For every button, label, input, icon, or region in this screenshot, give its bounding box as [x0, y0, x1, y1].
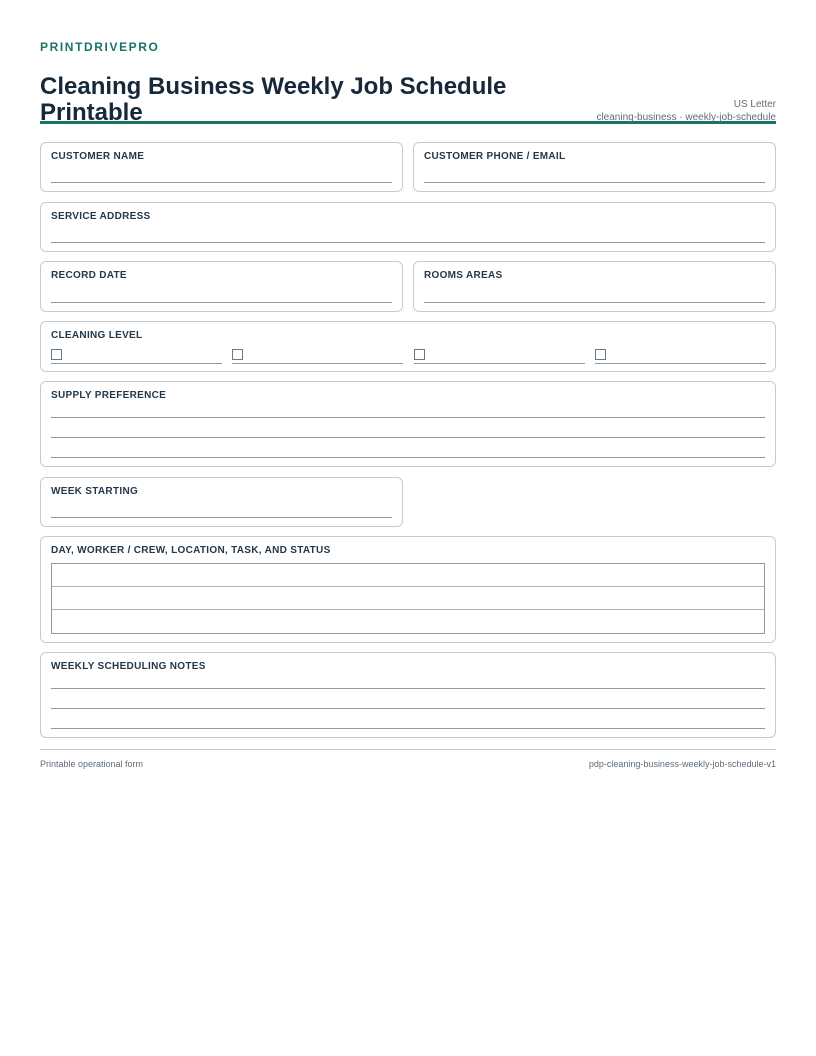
form-header [40, 54, 776, 124]
supply-preference-line-2[interactable] [51, 437, 765, 438]
week-starting-label: WEEK STARTING [51, 486, 139, 497]
footer-divider [40, 749, 776, 750]
rooms-areas-field[interactable] [413, 261, 776, 312]
weekly-notes-line-2[interactable] [51, 708, 765, 709]
footer-form-id: pdp-cleaning-business-weekly-job-schedule-v1 [588, 759, 776, 769]
cleaning-level-option-3[interactable] [414, 348, 585, 364]
checkbox-1[interactable] [51, 349, 62, 360]
service-address-field[interactable] [40, 202, 776, 252]
customer-contact-write-line[interactable] [424, 182, 765, 183]
table-row[interactable] [52, 564, 764, 587]
supply-preference-field[interactable] [40, 381, 776, 467]
schedule-table [51, 563, 765, 634]
weekly-notes-line-1[interactable] [51, 688, 765, 689]
table-row[interactable] [52, 587, 764, 610]
cleaning-level-option-1[interactable] [51, 348, 222, 364]
week-starting-field[interactable] [40, 477, 403, 527]
record-date-write-line[interactable] [51, 302, 392, 303]
page-title: Cleaning Business Weekly Job Schedule Printable [40, 73, 507, 126]
paper-size: US Letter [733, 99, 776, 110]
supply-preference-label: SUPPLY PREFERENCE [51, 390, 167, 401]
cleaning-level-label: CLEANING LEVEL [51, 330, 143, 341]
weekly-notes-field[interactable] [40, 652, 776, 738]
weekly-notes-line-3[interactable] [51, 728, 765, 729]
supply-preference-line-3[interactable] [51, 457, 765, 458]
table-row[interactable] [52, 610, 764, 633]
schedule-table-label: DAY, WORKER / CREW, LOCATION, TASK, AND STATUS [51, 545, 331, 556]
checkbox-2[interactable] [232, 349, 243, 360]
customer-name-field[interactable] [40, 142, 403, 192]
service-address-write-line[interactable] [51, 242, 765, 243]
customer-contact-field[interactable] [413, 142, 776, 192]
checkbox-3[interactable] [414, 349, 425, 360]
printable-form [40, 40, 776, 769]
brand-name: PRINTDRIVEPRO [40, 40, 160, 54]
weekly-notes-label: WEEKLY SCHEDULING NOTES [51, 661, 206, 672]
form-slug: cleaning-business · weekly-job-schedule [596, 112, 776, 123]
cleaning-level-option-2[interactable] [232, 348, 403, 364]
schedule-table-section [40, 536, 776, 643]
record-date-label: RECORD DATE [51, 270, 127, 281]
customer-name-write-line[interactable] [51, 182, 392, 183]
supply-preference-line-1[interactable] [51, 417, 765, 418]
header-meta [596, 98, 776, 124]
rooms-areas-write-line[interactable] [424, 302, 765, 303]
week-starting-write-line[interactable] [51, 517, 392, 518]
footer-description: Printable operational form [40, 759, 144, 769]
customer-contact-label: CUSTOMER PHONE / EMAIL [424, 151, 566, 162]
checkbox-4[interactable] [595, 349, 606, 360]
service-address-label: SERVICE ADDRESS [51, 211, 151, 222]
cleaning-level-field [40, 321, 776, 372]
record-date-field[interactable] [40, 261, 403, 312]
rooms-areas-label: ROOMS AREAS [424, 270, 503, 281]
cleaning-level-option-4[interactable] [595, 348, 766, 364]
customer-name-label: CUSTOMER NAME [51, 151, 145, 162]
